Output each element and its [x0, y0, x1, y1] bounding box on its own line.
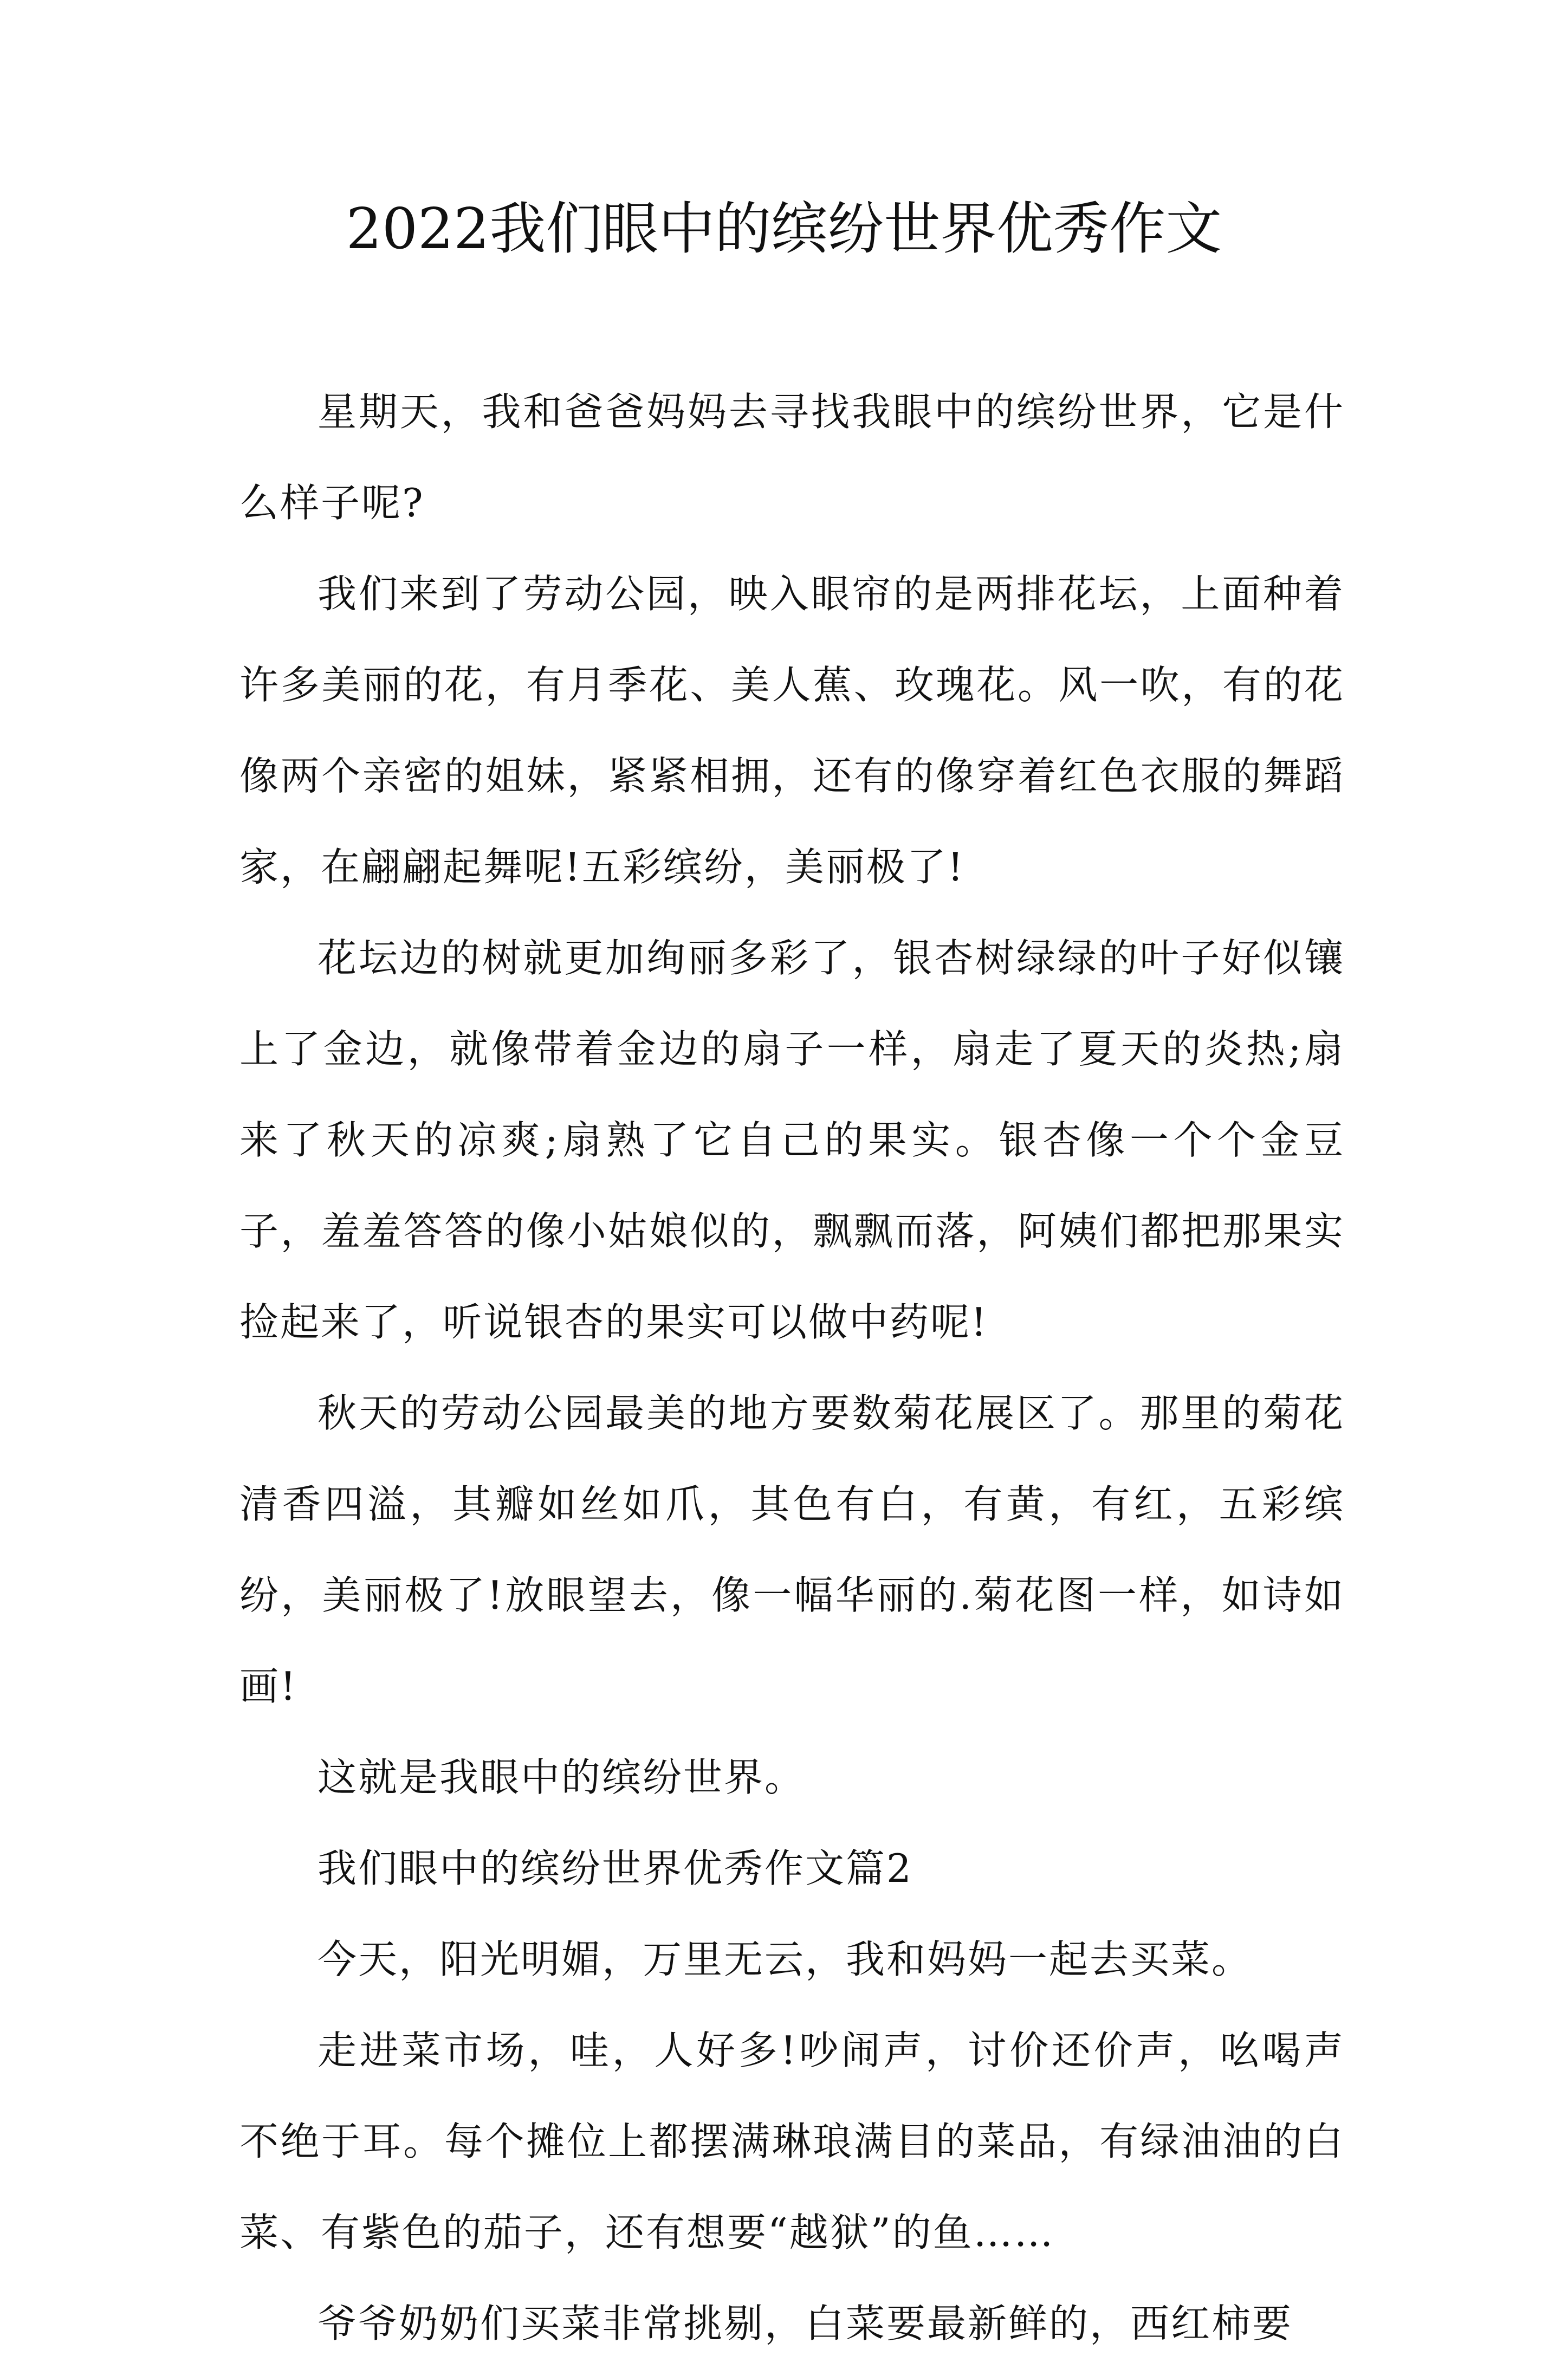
- document-title: 2022我们眼中的缤纷世界优秀作文: [346, 196, 1222, 262]
- paragraph: 我们来到了劳动公园，映入眼帘的是两排花坛，上面种着许多美丽的花，有月季花、美人蕉、玫瑰花。风一吹，有的花像两个亲密的姐妹，紧紧相拥，还有的像穿着红色衣服的舞蹈家，在翩翩起舞呢!五彩缤纷，美丽极了!: [239, 571, 1345, 890]
- paragraph: 秋天的劳动公园最美的地方要数菊花展区了。那里的菊花清香四溢，其瓣如丝如爪，其色有白，有黄，有红，五彩缤纷，美丽极了!放眼望去，像一幅华丽的.菊花图一样，如诗如画!: [239, 1390, 1345, 1709]
- document-body: [239, 366, 1345, 2369]
- paragraph: 星期天，我和爸爸妈妈去寻找我眼中的缤纷世界，它是什么样子呢?: [239, 389, 1345, 526]
- paragraph: 这就是我眼中的缤纷世界。: [318, 1755, 806, 1800]
- paragraph: 爷爷奶奶们买菜非常挑剔，白菜要最新鲜的，西红柿要: [318, 2301, 1293, 2346]
- paragraph: 走进菜市场，哇，人好多!吵闹声，讨价还价声，吆喝声不绝于耳。每个摊位上都摆满琳琅满目的菜品，有绿油油的白菜、有紫色的茄子，还有想要“越狱”的鱼……: [239, 2028, 1345, 2255]
- paragraph: 今天，阳光明媚，万里无云，我和妈妈一起去买菜。: [318, 1937, 1253, 1982]
- section-heading: 我们眼中的缤纷世界优秀作文篇2: [318, 1846, 913, 1891]
- paragraph: 花坛边的树就更加绚丽多彩了，银杏树绿绿的叶子好似镶上了金边，就像带着金边的扇子一样，扇走了夏天的炎热;扇来了秋天的凉爽;扇熟了它自己的果实。银杏像一个个金豆子，羞羞答答的像小姑娘似的，飘飘而落，阿姨们都把那果实捡起来了，听说银杏的果实可以做中药呢!: [239, 935, 1345, 1345]
